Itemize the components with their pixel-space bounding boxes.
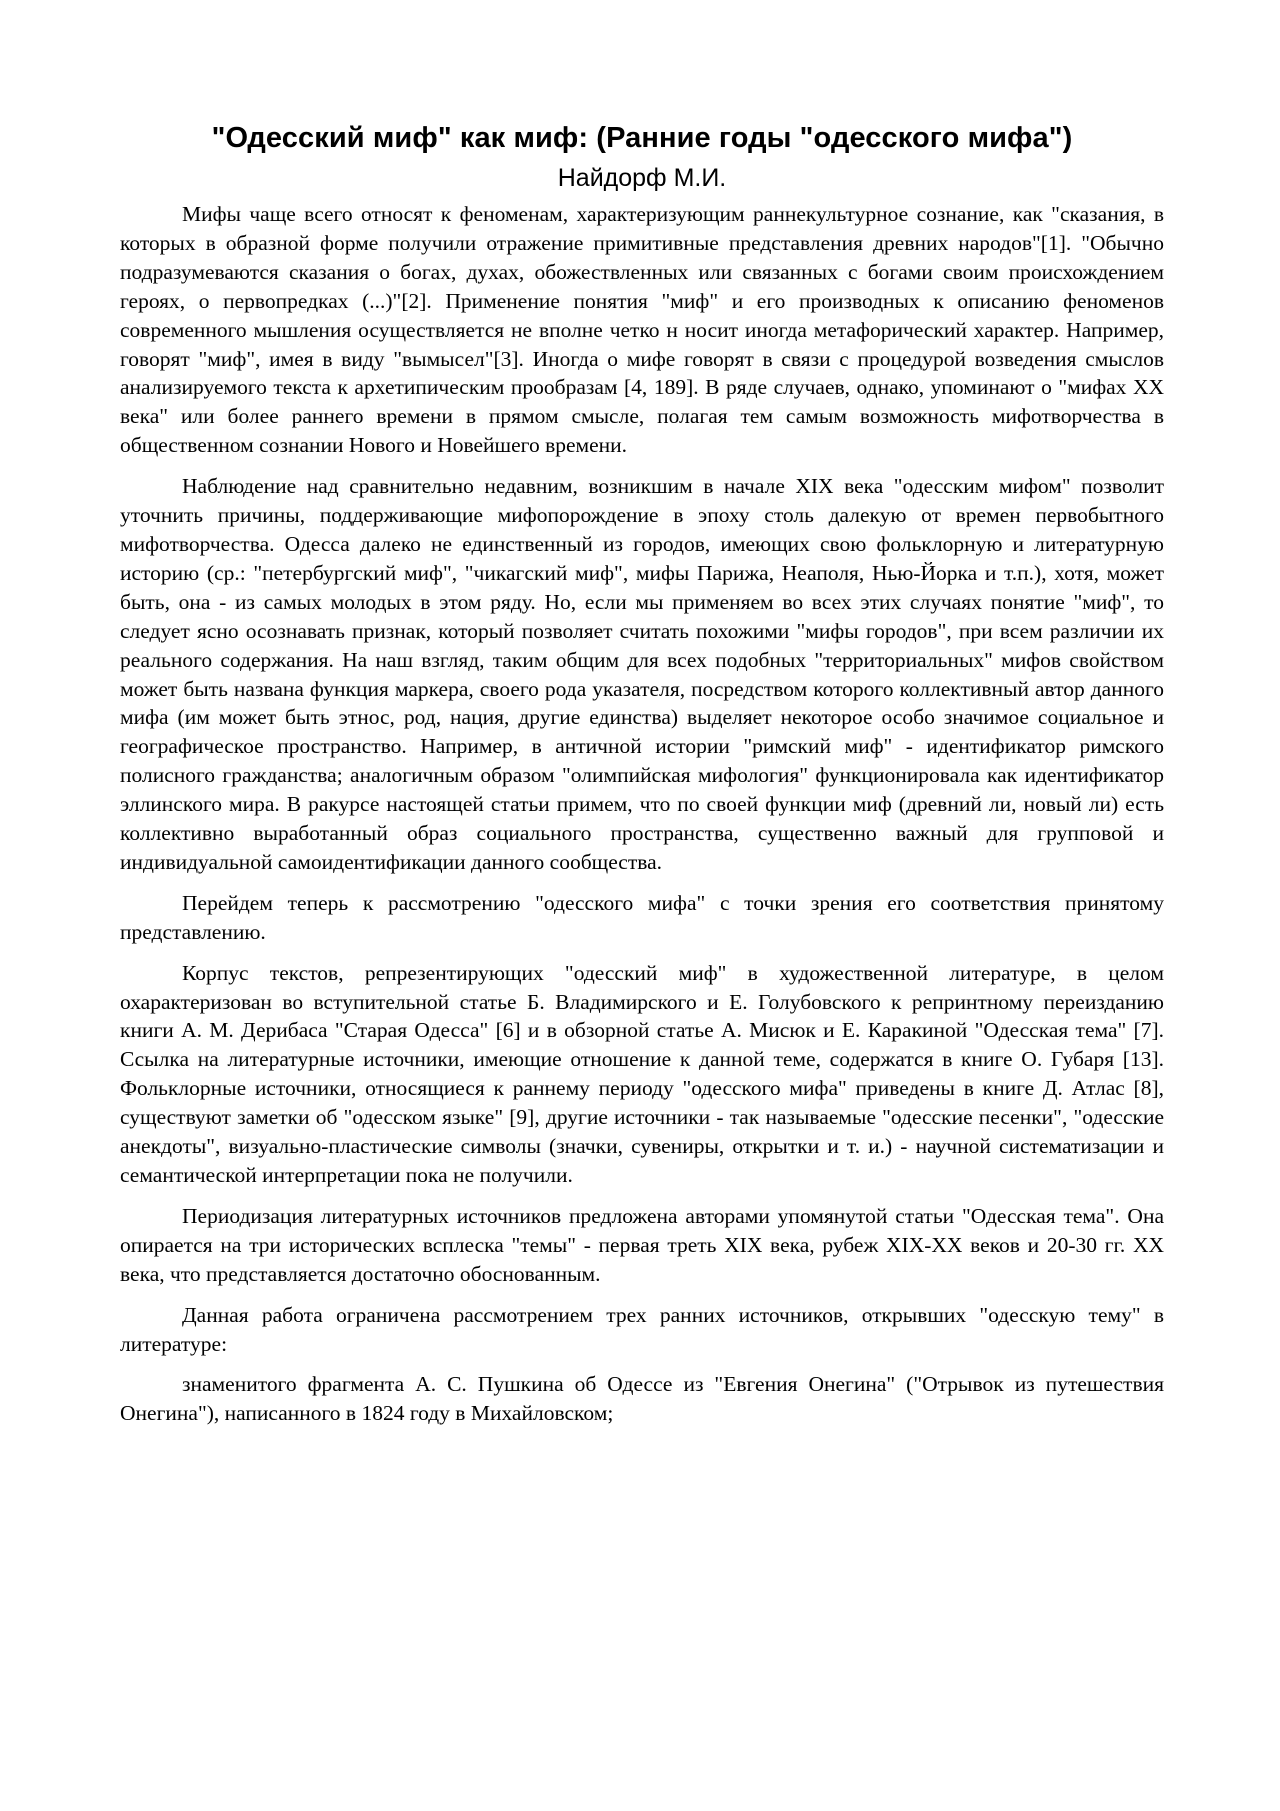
- paragraph-3: Перейдем теперь к рассмотрению "одесского мифа" с точки зрения его соответствия принятому представлению.: [120, 890, 1164, 944]
- paragraph-7: знаменитого фрагмента А. С. Пушкина об Одессе из "Евгения Онегина" ("Отрывок из путешествия Онегина"), написанного в 1824 году в Михайловском;: [120, 1372, 1164, 1426]
- paragraph-2: Наблюдение над сравнительно недавним, возникшим в начале XIX века "одесским мифом" позволит уточнить причины, поддерживающие мифопорождение в эпоху столь далекую от времен первобытного мифотворчества. Одесса далеко не единственный из городов, имеющих свою фольклорную и литературную историю (ср.: "петербургский миф", "чикагский миф", мифы Парижа, Неаполя, Нью-Йорка и т.п.), хотя, может быть, она - из самых молодых в этом ряду. Но, если мы применяем во всех этих случаях понятие "миф", то следует ясно осознавать признак, который позволяет считать похожими "мифы городов", при всем различии их реального содержания. На наш взгляд, таким общим для всех подобных "территориальных" мифов свойством может быть названа функция маркера, своего рода указателя, посредством которого коллективный автор данного мифа (им может быть этнос, род, нация, другие единства) выделяет некоторое особо значимое социальное и географическое пространство. Например, в античной истории "римский миф" - идентификатор римского полисного гражданства; аналогичным образом "олимпийская мифология" функционировала как идентификатор эллинского мира. В ракурсе настоящей статьи примем, что по своей функции миф (древний ли, новый ли) есть коллективно выработанный образ социального пространства, существенно важный для групповой и индивидуальной самоидентификации данного сообщества.: [120, 474, 1164, 874]
- paragraph-1: Мифы чаще всего относят к феноменам, характеризующим раннекультурное сознание, как "сказания, в которых в образной форме получили отражение примитивные представления древних народов"[1]. "Обычно подразумеваются сказания о богах, духах, обожествленных или связанных с богами своим происхождением героях, о первопредках (...)"[2]. Применение понятия "миф" и его производных к описанию феноменов современного мышления осуществляется не вполне четко н носит иногда метафорический характер. Например, говорят "миф", имея в виду "вымысел"[3]. Иногда о мифе говорят в связи с процедурой возведения смыслов анализируемого текста к архетипическим прообразам [4, 189]. В ряде случаев, однако, упоминают о "мифах XX века" или более раннего времени в прямом смысле, полагая тем самым возможность мифотворчества в общественном сознании Нового и Новейшего времени.: [120, 202, 1164, 458]
- document-body: [120, 118, 1164, 1440]
- document-title: "Одесский миф" как миф: (Ранние годы "одесского мифа"): [211, 122, 1073, 154]
- paragraph-4: Корпус текстов, репрезентирующих "одесский миф" в художественной литературе, в целом охарактеризован во вступительной статье Б. Владимирского и Е. Голубовского к репринтному переизданию книги А. М. Дерибаса "Старая Одесса" [6] и в обзорной статье А. Мисюк и Е. Каракиной "Одесская тема" [7]. Ссылка на литературные источники, имеющие отношение к данной теме, содержатся в книге О. Губаря [13]. Фольклорные источники, относящиеся к раннему периоду "одесского мифа" приведены в книге Д. Атлас [8], существуют заметки об "одесском языке" [9], другие источники - так называемые "одесские песенки", "одесские анекдоты", визуально-пластические символы (значки, сувениры, открытки и т. и.) - научной систематизации и семантической интерпретации пока не получили.: [120, 960, 1164, 1187]
- document-author: Найдорф М.И.: [557, 164, 727, 192]
- paragraph-6: Данная работа ограничена рассмотрением трех ранних источников, открывших "одесскую тему" в литературе:: [120, 1302, 1164, 1356]
- paragraph-5: Периодизация литературных источников предложена авторами упомянутой статьи "Одесская тема". Она опирается на три исторических всплеска "темы" - первая треть XIX века, рубеж XIX-XX веков и 20-30 гг. XX века, что представляется достаточно обоснованным.: [120, 1203, 1164, 1286]
